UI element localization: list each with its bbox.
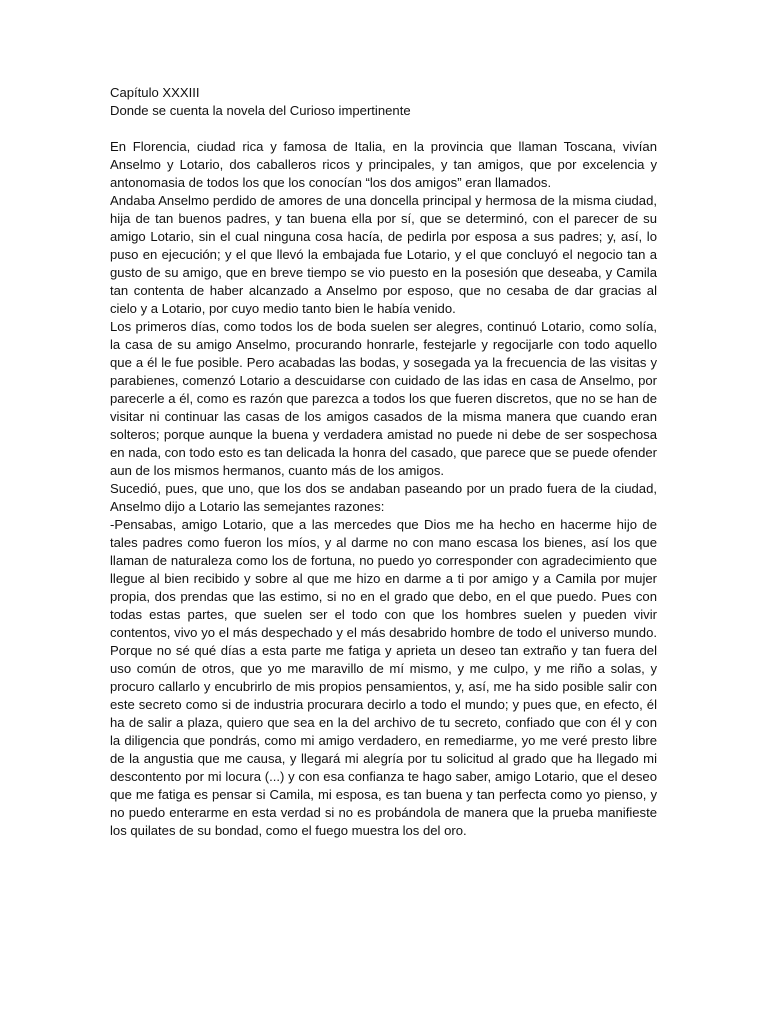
chapter-heading: Capítulo XXXIII: [110, 85, 200, 100]
blank-line: [110, 120, 657, 138]
paragraph: Los primeros días, como todos los de boda suelen ser alegres, continuó Lotario, como solía, la casa de su amigo Anselmo, procurando honrarle, festejarle y regocijarle con todo aquello que a él le fue posible. Pero acabadas las bodas, y sosegada ya la frecuencia de las visitas y parabienes, comenzó Lotario a descuidarse con cuidado de las idas en casa de Anselmo, por parecerle a él, como es razón que parezca a todos los que fueren discretos, que no se han de visitar ni continuar las casas de los amigos casados de la misma manera que cuando eran solteros; porque aunque la buena y verdadera amistad no puede ni debe de ser sospechosa en nada, con todo esto es tan delicada la honra del casado, que parece que se puede ofender aun de los mismos hermanos, cuanto más de los amigos.: [110, 319, 657, 478]
chapter-subtitle: Donde se cuenta la novela del Curioso impertinente: [110, 103, 411, 118]
paragraph: En Florencia, ciudad rica y famosa de Italia, en la provincia que llaman Toscana, vivían Anselmo y Lotario, dos caballeros ricos y principales, y tan amigos, que por excelencia y antonomasia de todos los que los conocían “los dos amigos” eran llamados.: [110, 139, 657, 190]
paragraph: Sucedió, pues, que uno, que los dos se andaban paseando por un prado fuera de la ciudad, Anselmo dijo a Lotario las semejantes razones:: [110, 481, 657, 514]
document-page: [110, 84, 657, 840]
paragraph: Andaba Anselmo perdido de amores de una doncella principal y hermosa de la misma ciudad, hija de tan buenos padres, y tan buena ella por sí, que se determinó, con el parecer de su amigo Lotario, sin el cual ninguna cosa hacía, de pedirla por esposa a sus padres; y, así, lo puso en ejecución; y el que llevó la embajada fue Lotario, y el que concluyó el negocio tan a gusto de su amigo, que en breve tiempo se vio puesto en la posesión que deseaba, y Camila tan contenta de haber alcanzado a Anselmo por esposo, que no cesaba de dar gracias al cielo y a Lotario, por cuyo medio tanto bien le había venido.: [110, 193, 657, 316]
paragraph: -Pensabas, amigo Lotario, que a las mercedes que Dios me ha hecho en hacerme hijo de tales padres como fueron los míos, y al darme no con mano escasa los bienes, así los que llaman de naturaleza como los de fortuna, no puedo yo corresponder con agradecimiento que llegue al bien recibido y sobre al que me hizo en darme a ti por amigo y a Camila por mujer propia, dos prendas que las estimo, si no en el grado que debo, en el que puedo. Pues con todas estas partes, que suelen ser el todo con que los hombres suelen y pueden vivir contentos, vivo yo el más despechado y el más desabrido hombre de todo el universo mundo. Porque no sé qué días a esta parte me fatiga y aprieta un deseo tan extraño y tan fuera del uso común de otros, que yo me maravillo de mí mismo, y me culpo, y me riño a solas, y procuro callarlo y encubrirlo de mis propios pensamientos, y, así, me ha sido posible salir con este secreto como si de industria procurara decirlo a todo el mundo; y pues que, en efecto, él ha de salir a plaza, quiero que sea en la del archivo de tu secreto, confiado que con él y con la diligencia que pondrás, como mi amigo verdadero, en remediarme, yo me veré presto libre de la angustia que me causa, y llegará mi alegría por tu solicitud al grado que ha llegado mi descontento por mi locura (...) y con esa confianza te hago saber, amigo Lotario, que el deseo que me fatiga es pensar si Camila, mi esposa, es tan buena y tan perfecta como yo pienso, y no puedo enterarme en esta verdad si no es probándola de manera que la prueba manifieste los quilates de su bondad, como el fuego muestra los del oro.: [110, 517, 657, 838]
